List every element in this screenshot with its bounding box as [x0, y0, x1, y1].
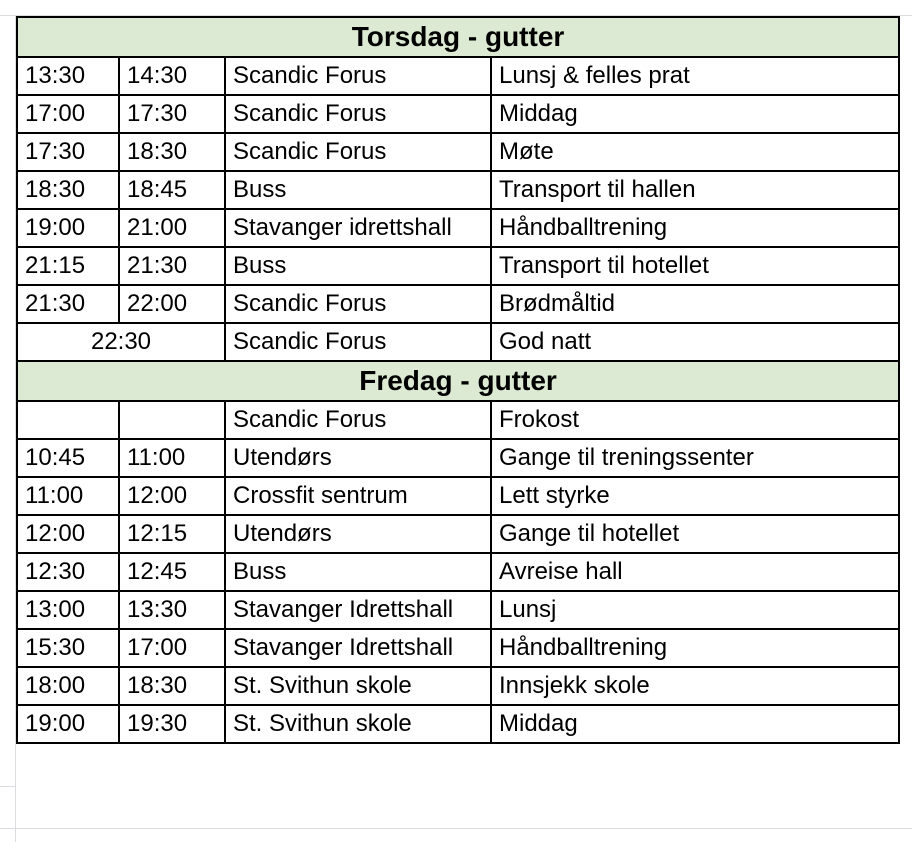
- start-time-cell[interactable]: 17:30: [17, 133, 119, 171]
- activity-cell[interactable]: Brødmåltid: [491, 285, 899, 323]
- table-row: [17, 171, 899, 209]
- sheet-gridline-row: [0, 786, 16, 787]
- table-row: [17, 209, 899, 247]
- place-cell[interactable]: Stavanger idrettshall: [225, 209, 491, 247]
- end-time-cell[interactable]: 13:30: [119, 591, 225, 629]
- place-cell[interactable]: Buss: [225, 171, 491, 209]
- section-title[interactable]: Fredag - gutter: [17, 361, 899, 401]
- place-cell[interactable]: Utendørs: [225, 515, 491, 553]
- start-time-cell[interactable]: 12:00: [17, 515, 119, 553]
- start-time-cell[interactable]: 13:00: [17, 591, 119, 629]
- place-cell[interactable]: Scandic Forus: [225, 57, 491, 95]
- start-time-cell[interactable]: [17, 401, 119, 439]
- activity-cell[interactable]: Innsjekk skole: [491, 667, 899, 705]
- place-cell[interactable]: Scandic Forus: [225, 401, 491, 439]
- start-time-cell[interactable]: 21:30: [17, 285, 119, 323]
- end-time-cell[interactable]: 21:30: [119, 247, 225, 285]
- activity-cell[interactable]: Avreise hall: [491, 553, 899, 591]
- activity-cell[interactable]: Gange til hotellet: [491, 515, 899, 553]
- end-time-cell[interactable]: 18:45: [119, 171, 225, 209]
- place-cell[interactable]: Buss: [225, 247, 491, 285]
- section-title[interactable]: Torsdag - gutter: [17, 17, 899, 57]
- table-row: [17, 247, 899, 285]
- table-row: [17, 57, 899, 95]
- table-row: [17, 515, 899, 553]
- table-row: [17, 553, 899, 591]
- section-header-friday: [17, 361, 899, 401]
- end-time-cell[interactable]: 12:00: [119, 477, 225, 515]
- activity-cell[interactable]: Lunsj & felles prat: [491, 57, 899, 95]
- table-row: [17, 285, 899, 323]
- activity-cell[interactable]: Frokost: [491, 401, 899, 439]
- place-cell[interactable]: St. Svithun skole: [225, 667, 491, 705]
- table-row: [17, 591, 899, 629]
- end-time-cell[interactable]: 11:00: [119, 439, 225, 477]
- table-row: [17, 667, 899, 705]
- table-row: [17, 477, 899, 515]
- place-cell[interactable]: Stavanger Idrettshall: [225, 591, 491, 629]
- start-time-cell[interactable]: 12:30: [17, 553, 119, 591]
- table-row: [17, 323, 899, 361]
- table-row: [17, 95, 899, 133]
- table-row: [17, 133, 899, 171]
- activity-cell[interactable]: Lunsj: [491, 591, 899, 629]
- place-cell[interactable]: St. Svithun skole: [225, 705, 491, 743]
- start-time-cell[interactable]: 11:00: [17, 477, 119, 515]
- activity-cell[interactable]: Middag: [491, 705, 899, 743]
- merged-time-cell[interactable]: 22:30: [17, 323, 225, 361]
- table-row: [17, 629, 899, 667]
- activity-cell[interactable]: Transport til hotellet: [491, 247, 899, 285]
- sheet-gridline-bottom: [0, 828, 912, 842]
- activity-cell[interactable]: Håndballtrening: [491, 629, 899, 667]
- start-time-cell[interactable]: 15:30: [17, 629, 119, 667]
- table-row: [17, 401, 899, 439]
- activity-cell[interactable]: God natt: [491, 323, 899, 361]
- start-time-cell[interactable]: 19:00: [17, 705, 119, 743]
- end-time-cell[interactable]: [119, 401, 225, 439]
- sheet-gridline-left: [0, 16, 16, 842]
- place-cell[interactable]: Scandic Forus: [225, 95, 491, 133]
- activity-cell[interactable]: Møte: [491, 133, 899, 171]
- end-time-cell[interactable]: 22:00: [119, 285, 225, 323]
- activity-cell[interactable]: Middag: [491, 95, 899, 133]
- place-cell[interactable]: Buss: [225, 553, 491, 591]
- table-row: [17, 439, 899, 477]
- start-time-cell[interactable]: 18:30: [17, 171, 119, 209]
- place-cell[interactable]: Scandic Forus: [225, 285, 491, 323]
- place-cell[interactable]: Crossfit sentrum: [225, 477, 491, 515]
- end-time-cell[interactable]: 17:00: [119, 629, 225, 667]
- end-time-cell[interactable]: 17:30: [119, 95, 225, 133]
- schedule-table: [16, 16, 900, 744]
- end-time-cell[interactable]: 19:30: [119, 705, 225, 743]
- place-cell[interactable]: Scandic Forus: [225, 133, 491, 171]
- start-time-cell[interactable]: 21:15: [17, 247, 119, 285]
- place-cell[interactable]: Utendørs: [225, 439, 491, 477]
- end-time-cell[interactable]: 18:30: [119, 133, 225, 171]
- place-cell[interactable]: Scandic Forus: [225, 323, 491, 361]
- activity-cell[interactable]: Gange til treningssenter: [491, 439, 899, 477]
- table-row: [17, 705, 899, 743]
- place-cell[interactable]: Stavanger Idrettshall: [225, 629, 491, 667]
- sheet-gridline-top: [0, 0, 912, 16]
- activity-cell[interactable]: Transport til hallen: [491, 171, 899, 209]
- activity-cell[interactable]: Lett styrke: [491, 477, 899, 515]
- start-time-cell[interactable]: 18:00: [17, 667, 119, 705]
- start-time-cell[interactable]: 10:45: [17, 439, 119, 477]
- start-time-cell[interactable]: 19:00: [17, 209, 119, 247]
- end-time-cell[interactable]: 12:15: [119, 515, 225, 553]
- activity-cell[interactable]: Håndballtrening: [491, 209, 899, 247]
- start-time-cell[interactable]: 13:30: [17, 57, 119, 95]
- end-time-cell[interactable]: 21:00: [119, 209, 225, 247]
- end-time-cell[interactable]: 18:30: [119, 667, 225, 705]
- end-time-cell[interactable]: 12:45: [119, 553, 225, 591]
- end-time-cell[interactable]: 14:30: [119, 57, 225, 95]
- section-header-thursday: [17, 17, 899, 57]
- start-time-cell[interactable]: 17:00: [17, 95, 119, 133]
